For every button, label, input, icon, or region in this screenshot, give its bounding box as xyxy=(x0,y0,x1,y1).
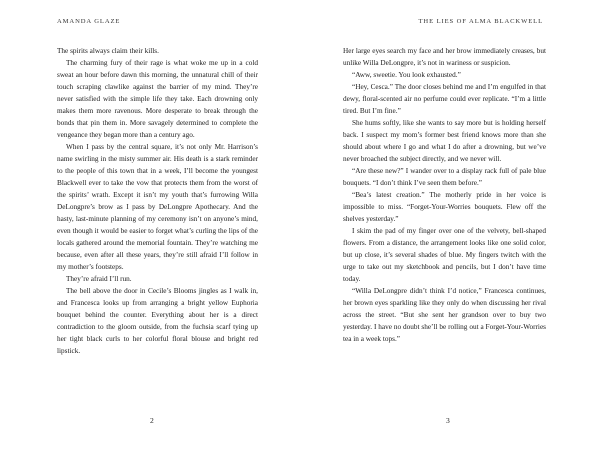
paragraph: “Willa DeLongpre didn’t think I’d notice,” Francesca continues, her brown eyes sparkling like they only do when discussing her rival across the street. “But she sent her grandson over to buy two yesterday. I have no doubt she’ll be rolling out a Forget-Your-Worries tea in a week tops.” xyxy=(343,287,546,343)
paragraph: When I pass by the central square, it’s not only Mr. Harrison’s name swirling in the misty summer air. His death is a stark reminder to the people of this town that in a week, I’ll become the youngest Blackwell ever to take the vow that protects them from the worst of the spirits’ wrath. Except it isn’t my youth that’s furrowing Willa DeLongpre’s brow as I pass by DeLongpre Apothecary. And the hasty, last-minute planning of my ceremony isn’t on anyone’s mind, even though it would be easier to forget what’s curling the lips of the locals gathered around the memorial fountain. They’re watching me because, even after all these years, they’re still afraid I’ll follow in my mother’s footsteps. xyxy=(57,143,258,271)
right-page-body xyxy=(343,45,546,345)
page-number: 2 xyxy=(150,416,154,425)
left-page-body xyxy=(57,45,258,357)
paragraph: “Bea’s latest creation.” The motherly pride in her voice is impossible to miss. “Forget-Your-Worries bouquets. Flew off the shelves yesterday.” xyxy=(343,191,546,223)
running-header-title: THE LIES OF ALMA BLACKWELL xyxy=(418,18,543,25)
paragraph: “Hey, Cesca.” The door closes behind me and I’m engulfed in that dewy, floral-scented air no perfume could ever replicate. “I’m a little tired. But I’m fine.” xyxy=(343,83,546,115)
page-number: 3 xyxy=(446,416,450,425)
paragraph: They’re afraid I’ll run. xyxy=(66,275,132,283)
paragraph: The spirits always claim their kills. xyxy=(57,47,159,55)
paragraph: “Aww, sweetie. You look exhausted.” xyxy=(352,71,461,79)
paragraph: The bell above the door in Cecile’s Blooms jingles as I walk in, and Francesca looks up from arranging a bright yellow Euphoria bouquet behind the counter. Everything about her is a direct contradiction to the gloom outside, from the fuchsia scarf tying up her tight black curls to her colorful floral blouse and bright red lipstick. xyxy=(57,287,258,355)
paragraph: “Are these new?” I wander over to a display rack full of pale blue bouquets. “I don’t think I’ve seen them before.” xyxy=(343,167,546,187)
paragraph: The charming fury of their rage is what woke me up in a cold sweat an hour before dawn this morning, the unnatural chill of their touch scraping clawlike against the barrier of my mind. They’re never satisfied with the simple life they take. Each drowning only makes them more ravenous. More desperate to break through the bonds that pin them in. More savagely determined to complete the vengeance they began more than a century ago. xyxy=(57,59,258,139)
right-page xyxy=(300,0,600,450)
paragraph: She hums softly, like she wants to say more but is holding herself back. I suspect my mom’s former best friend knows more than she should about where I go and what I do after a drowning, but we’ve never broached the subject directly, and we never will. xyxy=(343,119,546,163)
paragraph: I skim the pad of my finger over one of the velvety, bell-shaped flowers. From a distance, the arrangement looks like one solid color, but up close, it’s several shades of blue. My fingers twitch with the urge to take out my sketchbook and pencils, but I don’t have time today. xyxy=(343,227,546,283)
running-header-author: AMANDA GLAZE xyxy=(57,18,121,25)
paragraph: Her large eyes search my face and her brow immediately creases, but unlike Willa DeLongpre, it’s not in wariness or suspicion. xyxy=(343,47,546,67)
